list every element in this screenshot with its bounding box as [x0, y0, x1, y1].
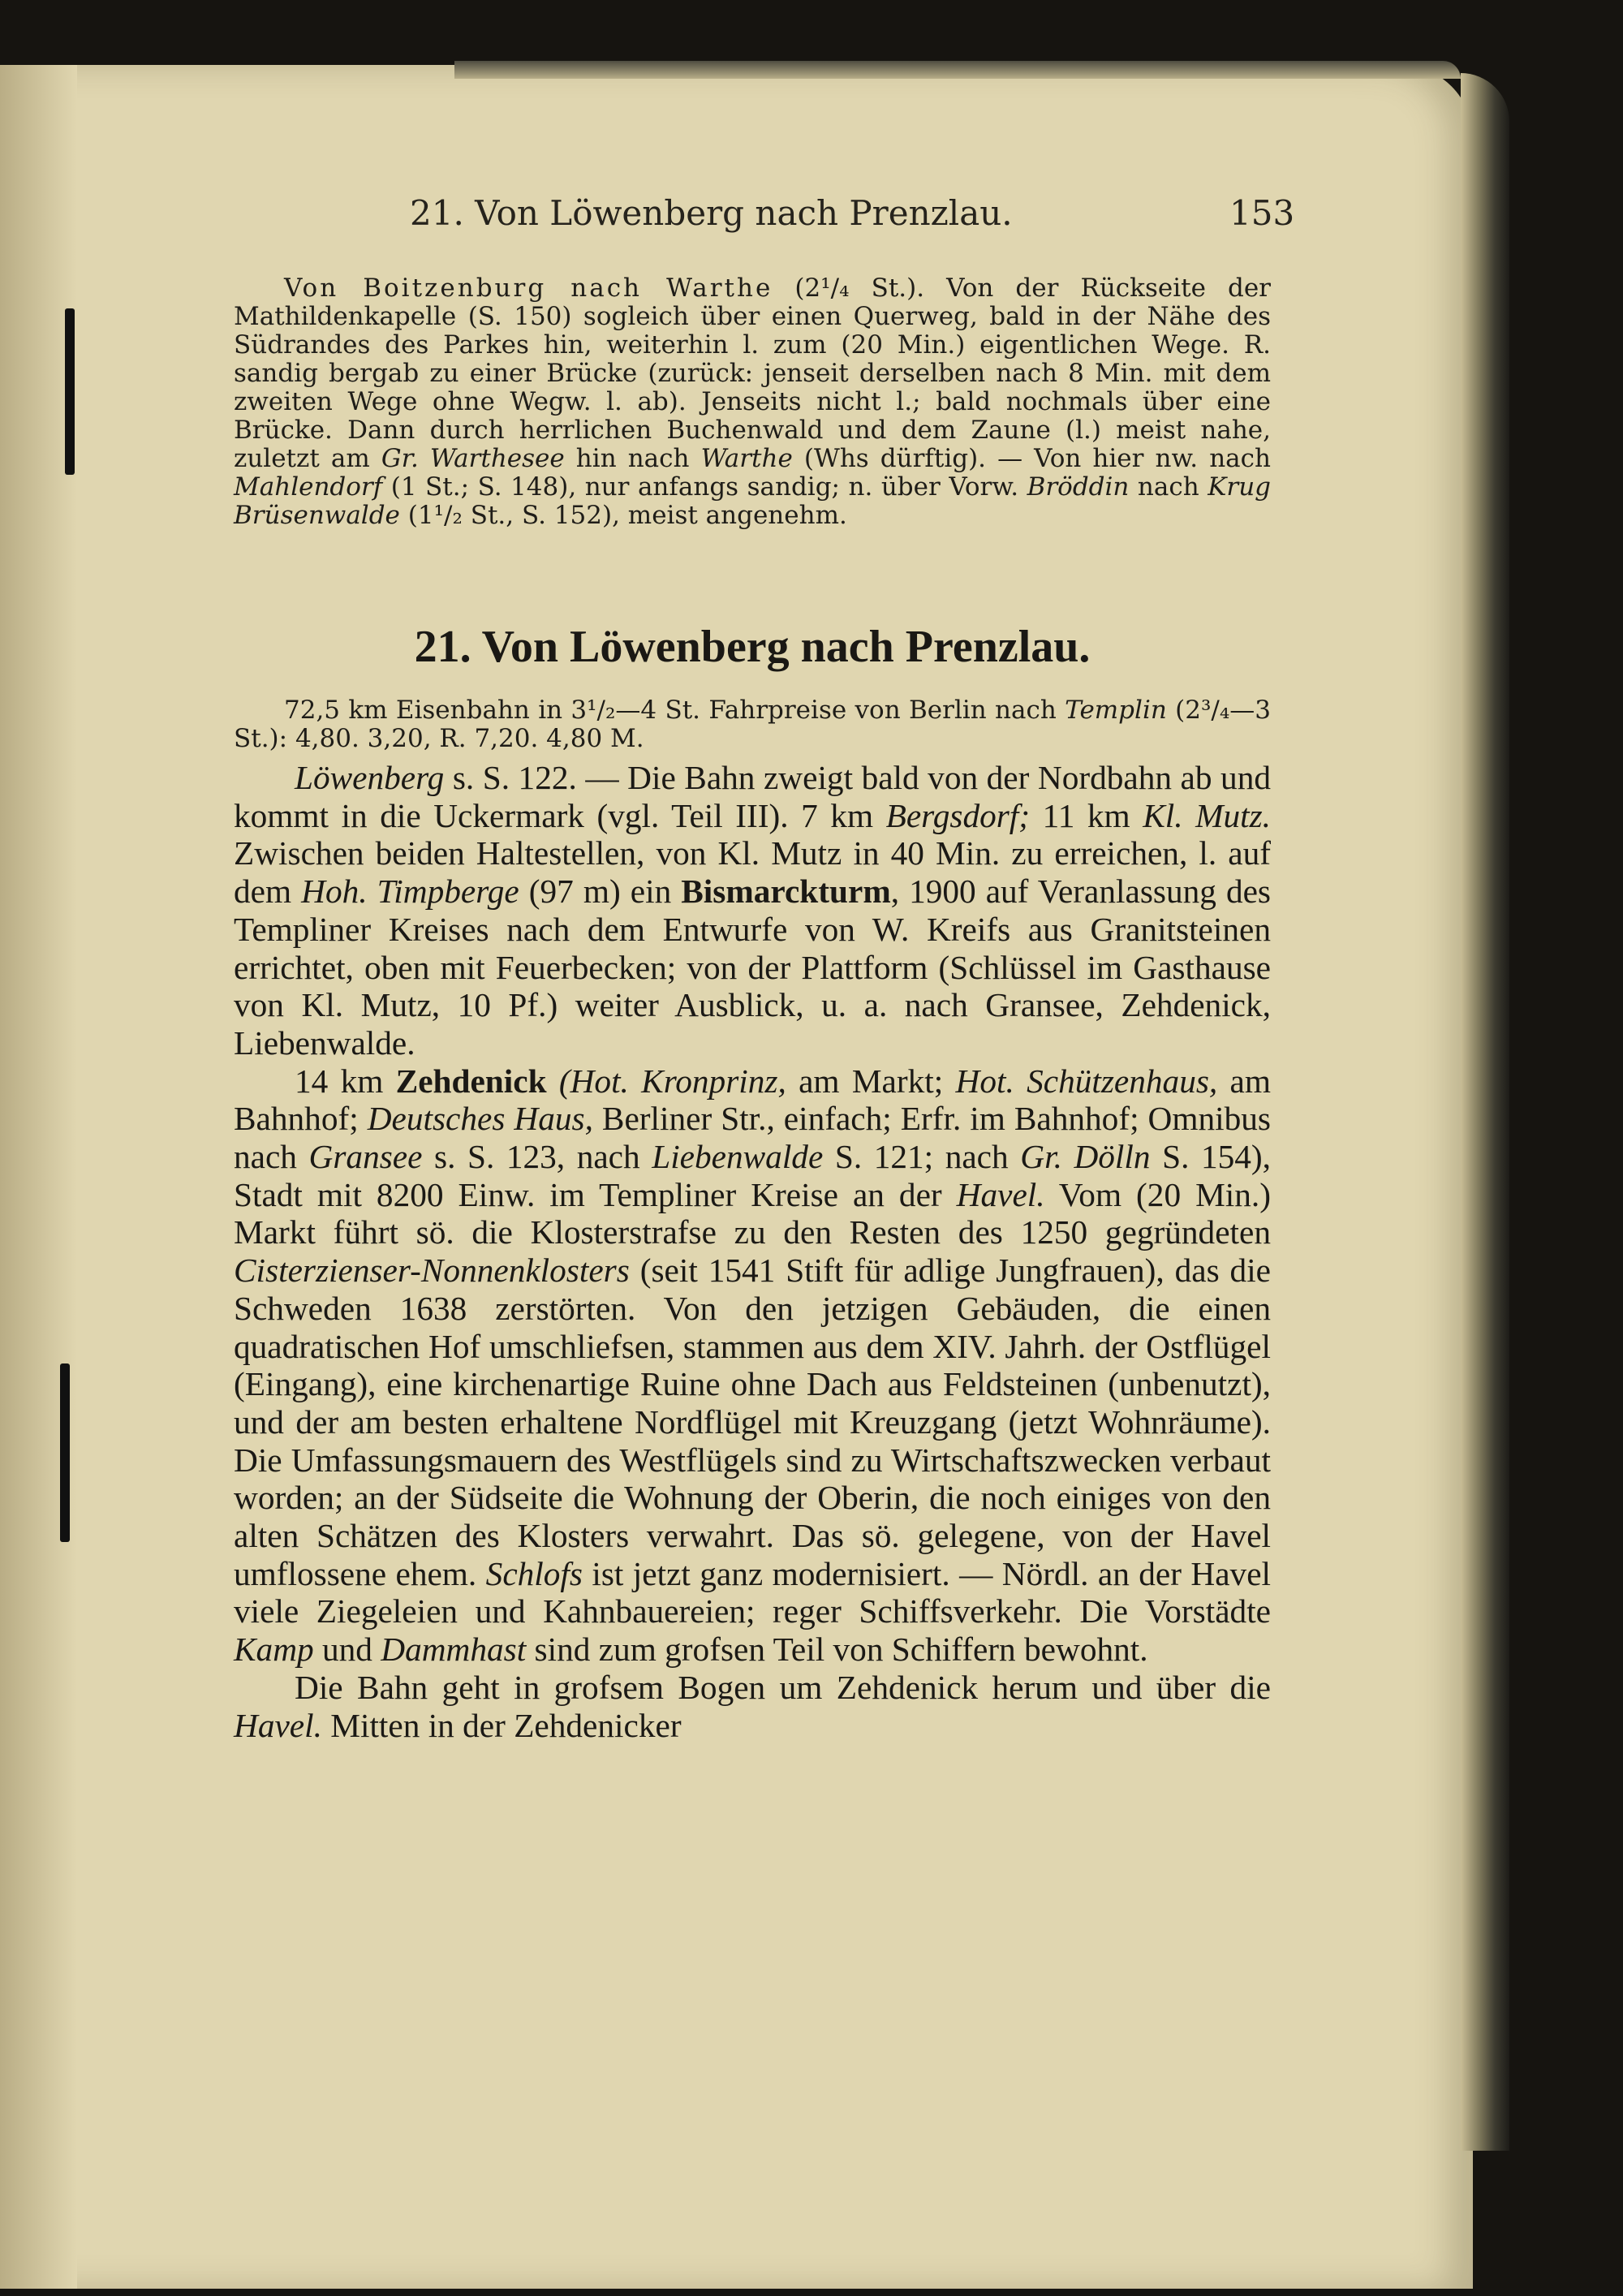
fares-note: 72,5 km Eisenbahn in 3¹/₂—4 St. Fahrpreise von Berlin nach Templin (2³/₄—3 St.): 4,80. 3,20, R. 7,20. 4,80 M.: [234, 696, 1271, 753]
body-paragraph: Die Bahn geht in grofsem Bogen um Zehdenick herum und über die Havel. Mitten in der Zehdenicker: [234, 1668, 1271, 1744]
page-top-edge: [454, 61, 1461, 79]
intro-paragraph: Von Boitzenburg nach Warthe (2¹/₄ St.). Von der Rückseite der Mathildenkapelle (S. 150) sogleich über einen Querweg, bald in der Nähe des Südrandes des Parkes hin, weiterhin l. zum (20 Min.) eigentlichen Wege. R. sandig bergab zu einer Brücke (zurück: jenseit derselben nach 8 Min. mit dem zweiten Wege ohne Wegw. l. ab). Jenseits nicht l.; bald nochmals über eine Brücke. Dann durch herrlichen Buchenwald und dem Zaune (l.) meist nahe, zuletzt am Gr. Warthesee hin nach Warthe (Whs dürftig). — Von hier nw. nach Mahlendorf (1 St.; S. 148), nur anfangs sandig; n. über Vorw. Bröddin nach Krug Brüsenwalde (1¹/₂ St., S. 152), meist angenehm.: [234, 274, 1272, 530]
body-paragraph: Löwenberg s. S. 122. — Die Bahn zweigt bald von der Nordbahn ab und kommt in die Uckermark (vgl. Teil III). 7 km Bergsdorf; 11 km Kl. Mutz. Zwischen beiden Haltestellen, von Kl. Mutz in 40 Min. zu erreichen, l. auf dem Hoh. Timpberge (97 m) ein Bismarckturm, 1900 auf Veranlassung des Templiner Kreises nach dem Entwurfe von W. Kreifs aus Granitsteinen errichtet, oben mit Feuerbecken; von der Plattform (Schlüssel im Gasthause von Kl. Mutz, 10 Pf.) weiter Ausblick, u. a. nach Gransee, Zehdenick, Liebenwalde.: [234, 759, 1271, 1062]
binding-thread-mark: [60, 1363, 70, 1542]
body-text: [234, 759, 1271, 1744]
section-title: 21. Von Löwenberg nach Prenzlau.: [414, 622, 1091, 672]
body-paragraph: 14 km Zehdenick (Hot. Kronprinz, am Markt; Hot. Schützenhaus, am Bahnhof; Deutsches Haus, Berliner Str., einfach; Erfr. im Bahnhof; Omnibus nach Gransee s. S. 123, nach Liebenwalde S. 121; nach Gr. Dölln S. 154), Stadt mit 8200 Einw. im Templiner Kreise an der Havel. Vom (20 Min.) Markt führt sö. die Klosterstrafse zu den Resten des 1250 gegründeten Cisterzienser-Nonnenklosters (seit 1541 Stift für adlige Jungfrauen), das die Schweden 1638 zerstörten. Von den jetzigen Gebäuden, die einen quadratischen Hof umschliefsen, stammen aus dem XIV. Jahrh. der Ostflügel (Eingang), eine kirchenartige Ruine ohne Dach aus Feldsteinen (unbenutzt), und der am besten erhaltene Nordflügel mit Kreuzgang (jetzt Wohnräume). Die Umfassungsmauern des Westflügels sind zu Wirtschaftszwecken verbaut worden; an der Südseite die Wohnung der Oberin, die noch einiges von den alten Schätzen des Klosters verwahrt. Das sö. gelegene, von der Havel umflossene ehem. Schlofs ist jetzt ganz modernisiert. — Nördl. an der Havel viele Ziegeleien und Kahnbauereien; reger Schiffsverkehr. Die Vorstädte Kamp und Dammhast sind zum grofsen Teil von Schiffern bewohnt.: [234, 1062, 1272, 1669]
running-header: [410, 193, 1295, 233]
binding-thread-mark: [65, 308, 75, 475]
running-header-title: 21. Von Löwenberg nach Prenzlau.: [410, 193, 1013, 233]
page-right-edge: [1461, 73, 1509, 2151]
page-number: 153: [1229, 193, 1295, 233]
